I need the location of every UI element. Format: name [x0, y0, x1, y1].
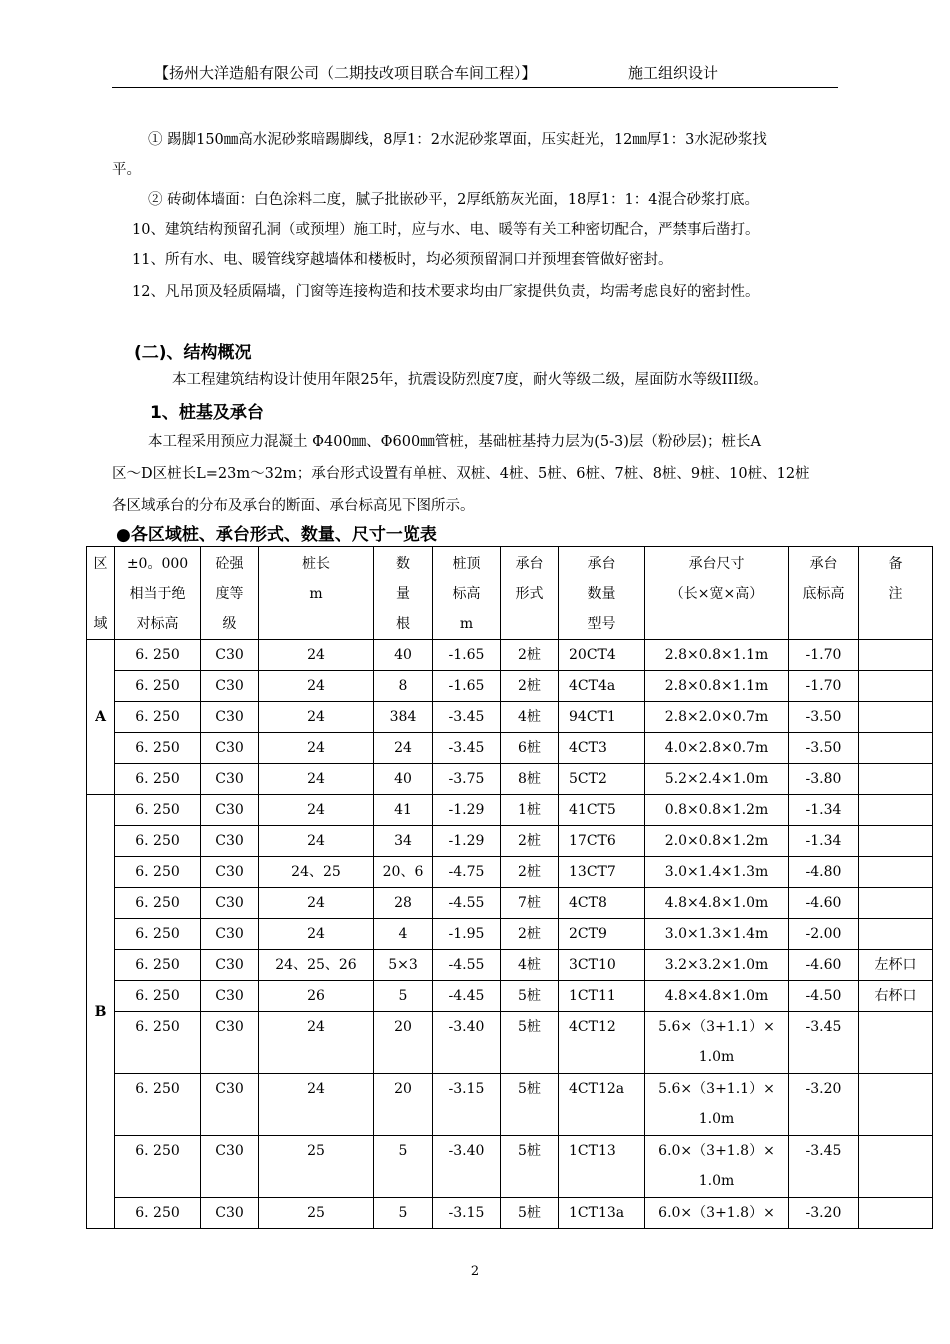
header-doc-type: 施工组织设计 [628, 64, 719, 82]
para-structure-overview: 本工程建筑结构设计使用年限25年，抗震设防烈度7度，耐火等级二级，屋面防水等级III级。 [172, 372, 768, 388]
table-row: 6. 250 C30 24 4 -1.95 2桩 2CT9 3.0×1.3×1.4m -2.00 [87, 919, 933, 950]
table-row: 6. 250 C30 24 24 -3.45 6桩 4CT3 4.0×2.8×0.7m -3.50 [87, 733, 933, 764]
para-skirting: ① 踢脚150㎜高水泥砂浆暗踢脚线，8厚1：2水泥砂浆罩面，压实赶光，12㎜厚1：3水泥砂浆找 [148, 132, 767, 148]
table-row: 6. 250 C30 25 5 -3.15 5桩 1CT13a 6.0×（3+1.8）× -3.20 [87, 1198, 933, 1229]
header-company: 【扬州大洋造船有限公司（二期技改项目联合车间工程）】 [154, 64, 537, 82]
header-quantity: 数 量 根 [374, 547, 433, 640]
table-row: B 6. 250 C30 24 41 -1.29 1桩 41CT5 0.8×0.8×1.2m -1.34 [87, 795, 933, 826]
table-row: 6. 250 C30 24 20 -3.40 5桩 4CT12 5.6×（3+1.1）× 1.0m -3.45 [87, 1012, 933, 1074]
table-row: 6. 250 C30 24 34 -1.29 2桩 17CT6 2.0×0.8×1.2m -1.34 [87, 826, 933, 857]
header-cap-form: 承台 形式 [501, 547, 559, 640]
table-row: 6. 250 C30 24 8 -1.65 2桩 4CT4a 2.8×0.8×1.1m -1.70 [87, 671, 933, 702]
table-row: 6. 250 C30 24 40 -3.75 8桩 5CT2 5.2×2.4×1.0m -3.80 [87, 764, 933, 795]
table-row: 6. 250 C30 26 5 -4.45 5桩 1CT11 4.8×4.8×1.0m -4.50 右杯口 [87, 981, 933, 1012]
header-length: 桩长 m [259, 547, 374, 640]
subsection-heading-piles: 1、桩基及承台 [150, 403, 264, 423]
table-row: 6. 250 C30 24 384 -3.45 4桩 94CT1 2.8×2.0×0.7m -3.50 [87, 702, 933, 733]
header-grade: 砼强 度等 级 [201, 547, 259, 640]
header-elevation: ±0。000 相当于绝 对标高 [115, 547, 201, 640]
para-skirting-cont: 平。 [112, 162, 141, 178]
para-item-11: 11、所有水、电、暖管线穿越墙体和楼板时，均必须预留洞口并预埋套管做好密封。 [132, 252, 673, 268]
header-zone: 区 域 [87, 547, 115, 640]
table-row: 6. 250 C30 25 5 -3.40 5桩 1CT13 6.0×（3+1.8）× 1.0m -3.45 [87, 1136, 933, 1198]
page-number: 2 [470, 1264, 480, 1279]
zone-a-cell: A [87, 640, 115, 795]
section-heading-structure: (二)、结构概况 [134, 343, 252, 363]
para-brick-wall: ② 砖砌体墙面：白色涂料二度，腻子批嵌砂平，2厚纸筋灰光面，18厚1：1：4混合砂浆打底。 [148, 192, 759, 208]
table-row: 6. 250 C30 24、25、26 5×3 -4.55 4桩 3CT10 3.2×3.2×1.0m -4.60 左杯口 [87, 950, 933, 981]
table-row: 6. 250 C30 24 20 -3.15 5桩 4CT12a 5.6×（3+1.1）× 1.0m -3.20 [87, 1074, 933, 1136]
header-note: 备 注 [859, 547, 933, 640]
table-row: 6. 250 C30 24、25 20、6 -4.75 2桩 13CT7 3.0×1.4×1.3m -4.80 [87, 857, 933, 888]
header-top-elevation: 桩顶 标高 m [433, 547, 501, 640]
zone-b-cell: B [87, 795, 115, 1229]
header-cap-model: 承台 数量 型号 [559, 547, 645, 640]
table-title: ●各区域桩、承台形式、数量、尺寸一览表 [116, 525, 437, 545]
header-bottom-elevation: 承台 底标高 [789, 547, 859, 640]
table-row: A 6. 250 C30 24 40 -1.65 2桩 20CT4 2.8×0.8×1.1m -1.70 [87, 640, 933, 671]
para-piles: 本工程采用预应力混凝土 Φ400㎜、Φ600㎜管桩，基础桩基持力层为(5-3)层（粉砂层)；桩长A 区～D区桩长L=23m～32m；承台形式设置有单桩、双桩、4桩、5桩、6桩、7桩、8桩、9桩、10桩、12桩 各区域承台的分布及承台的断面、承台标高见下图所示。 [112, 434, 810, 514]
para-item-12: 12、凡吊顶及轻质隔墙，门窗等连接构造和技术要求均由厂家提供负责，均需考虑良好的密封性。 [132, 284, 760, 300]
header-cap-size: 承台尺寸 （长×宽×高） [645, 547, 789, 640]
table-header-row [87, 547, 933, 640]
pile-cap-table [86, 546, 933, 1229]
para-item-10: 10、建筑结构预留孔洞（或预埋）施工时，应与水、电、暖等有关工种密切配合，严禁事后凿打。 [132, 222, 760, 238]
table-row: 6. 250 C30 24 28 -4.55 7桩 4CT8 4.8×4.8×1.0m -4.60 [87, 888, 933, 919]
page-header [112, 60, 838, 88]
